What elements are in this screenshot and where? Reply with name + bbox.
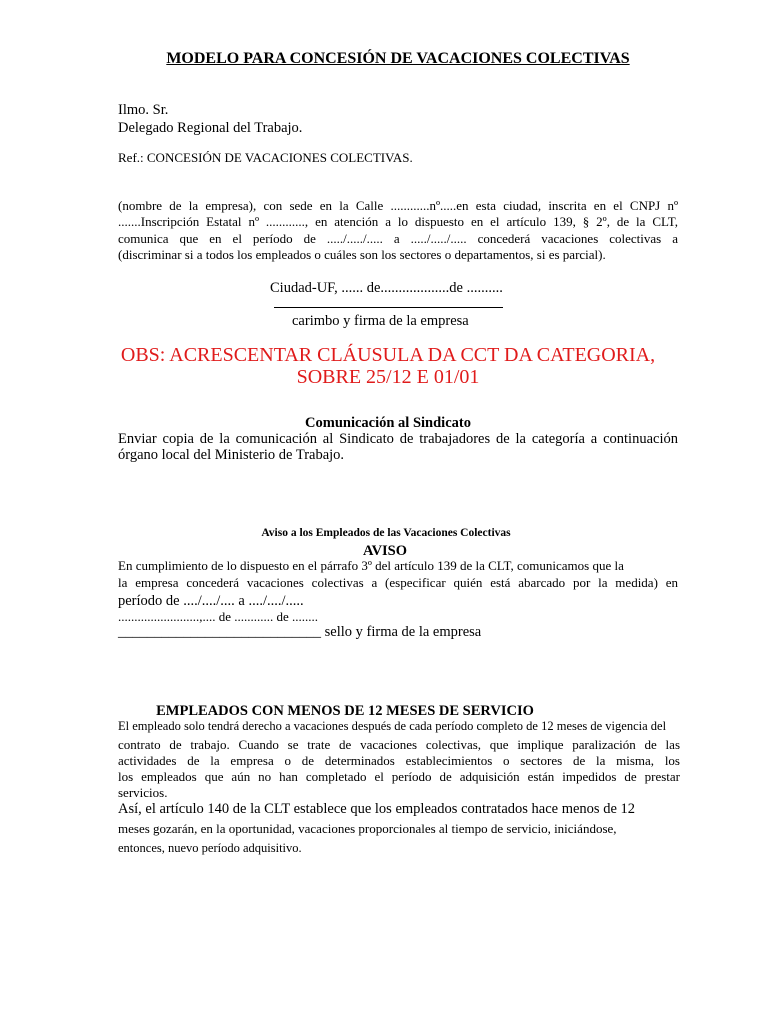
body-line-4: (discriminar si a todos los empleados o cuáles son los sectores o departamentos, si es parcial). bbox=[118, 247, 606, 262]
empleados-line-3: actividades de la empresa o de determinados establecimientos o sectores de la misma, los bbox=[118, 753, 680, 768]
sindicato-line-2: órgano local del Ministerio de Trabajo. bbox=[118, 447, 345, 463]
empleados-line-2: contrato de trabajo. Cuando se trate de vacaciones colectivas, que implique paralización de las bbox=[118, 737, 680, 752]
obs-line-1: OBS: ACRESCENTAR CLÁUSULA DA CCT DA CATEGORIA, bbox=[120, 344, 656, 366]
reference-line: Ref.: CONCESIÓN DE VACACIONES COLECTIVAS. bbox=[118, 150, 413, 165]
body-line-3: comunica que en el período de ...../...../..... a ...../...../..... concederá vacaciones colectivas a bbox=[118, 231, 678, 246]
sindicato-line-1: Enviar copia de la comunicación al Sindicato de trabajadores de la categoría a continuación bbox=[118, 431, 678, 447]
empleados-line-8: entonces, nuevo período adquisitivo. bbox=[118, 841, 302, 855]
signature-line bbox=[274, 307, 503, 308]
empleados-line-7: meses gozarán, en la oportunidad, vacaciones proporcionales al tiempo de servicio, iniciándose, bbox=[118, 821, 617, 836]
aviso-signature-line: ____________________________ sello y firma de la empresa bbox=[118, 624, 482, 640]
empleados-line-4: los empleados que aún no han completado el período de adquisición están impedidos de prestar bbox=[118, 769, 680, 784]
empleados-line-6: Así, el artículo 140 de la CLT establece que los empleados contratados hace menos de 12 bbox=[118, 801, 636, 817]
aviso-title: AVISO bbox=[362, 543, 408, 559]
aviso-line-3: período de ..../..../.... a ..../..../..... bbox=[118, 593, 304, 609]
body-line-2: .......Inscripción Estatal nº ............, en atención a lo dispuesto en el artículo 139, § 2º, de la CLT, bbox=[118, 214, 678, 229]
aviso-line-2: la empresa concederá vacaciones colectivas a (especificar quién está abarcado por la medida) en bbox=[118, 575, 678, 590]
sindicato-heading: Comunicación al Sindicato bbox=[305, 415, 471, 431]
empleados-heading: EMPLEADOS CON MENOS DE 12 MESES DE SERVICIO bbox=[156, 703, 534, 719]
date-line: Ciudad-UF, ...... de...................de .......... bbox=[270, 280, 503, 296]
aviso-line-1: En cumplimiento de lo dispuesto en el párrafo 3º del artículo 139 de la CLT, comunicamos que la bbox=[118, 558, 624, 573]
empleados-line-5: servicios. bbox=[118, 785, 168, 800]
body-line-1: (nombre de la empresa), con sede en la Calle ............nº.....en esta ciudad, inscrita en el CNPJ nº bbox=[118, 198, 678, 213]
signature-caption: carimbo y firma de la empresa bbox=[292, 313, 469, 329]
empleados-line-1: El empleado solo tendrá derecho a vacaciones después de cada período completo de 12 meses de vigencia del bbox=[118, 719, 667, 733]
aviso-line-4: .........................,.... de ............ de ........ bbox=[118, 609, 319, 624]
addressee-line-2: Delegado Regional del Trabajo. bbox=[118, 120, 303, 136]
addressee-line-1: Ilmo. Sr. bbox=[118, 102, 169, 118]
aviso-heading: Aviso a los Empleados de las Vacaciones Colectivas bbox=[261, 527, 511, 539]
obs-line-2: SOBRE 25/12 E 01/01 bbox=[296, 366, 480, 388]
document-title: MODELO PARA CONCESIÓN DE VACACIONES COLECTIVAS bbox=[166, 50, 630, 67]
